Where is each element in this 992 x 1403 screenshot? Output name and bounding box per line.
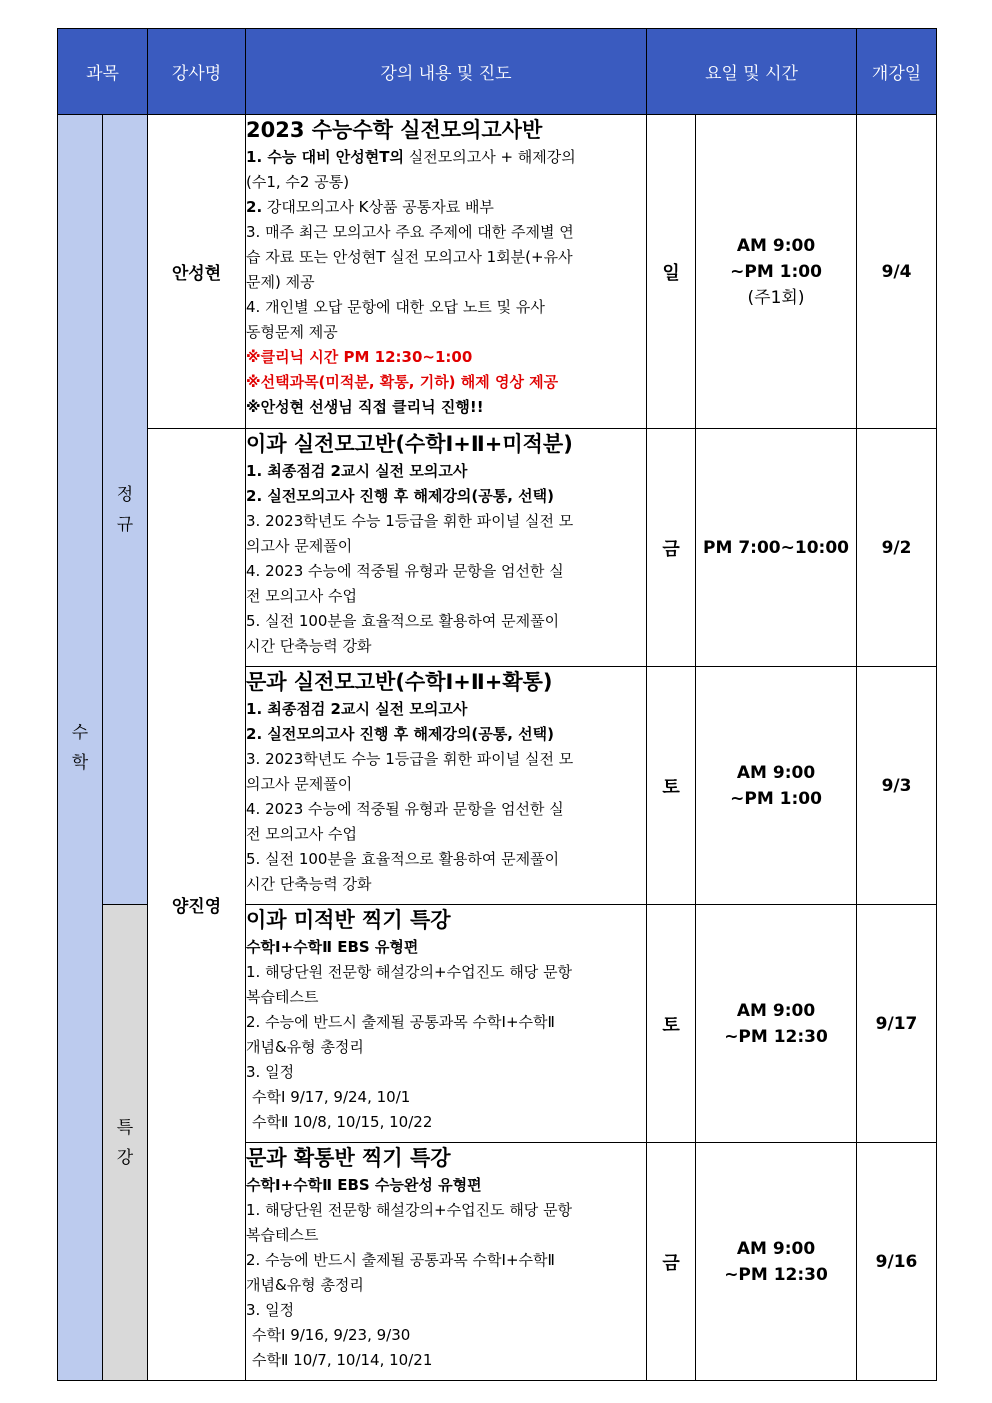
start-date-cell: 9/17 (857, 905, 937, 1143)
header-start-date: 개강일 (857, 29, 937, 115)
start-date-cell: 9/16 (857, 1143, 937, 1381)
time-cell (696, 429, 857, 667)
time-text: ~PM 12:30 (724, 1026, 828, 1047)
course-content (246, 1143, 647, 1381)
time-text: AM 9:00 (736, 1000, 816, 1021)
course-line: 3. 일정 (246, 1063, 295, 1081)
course-line: 복습테스트 (246, 1226, 319, 1244)
day-cell: 일 (647, 115, 696, 429)
course-line: 4. 2023 수능에 적중될 유형과 문항을 엄선한 실 (246, 800, 564, 818)
schedule-table (57, 28, 937, 1381)
course-line: 습 자료 또는 안성현T 실전 모의고사 1회분(+유사 (246, 248, 573, 266)
start-date-cell: 9/3 (857, 667, 937, 905)
course-line: 1. 해당단원 전문항 해설강의+수업진도 해당 문항 (246, 1201, 573, 1219)
course-row (58, 429, 937, 667)
course-line: 3. 2023학년도 수능 1등급을 휘한 파이널 실전 모 (246, 750, 574, 768)
header-row (58, 29, 937, 115)
course-line: 수학Ⅰ 9/16, 9/23, 9/30 (252, 1326, 411, 1344)
course-line: 5. 실전 100분을 효율적으로 활용하여 문제풀이 (246, 850, 560, 868)
instructor-cell: 양진영 (148, 429, 246, 1381)
course-line: 동형문제 제공 (246, 323, 338, 341)
course-content (246, 115, 647, 429)
course-line: 복습테스트 (246, 988, 319, 1006)
header-schedule: 요일 및 시간 (647, 29, 857, 115)
course-line: ※안성현 선생님 직접 클리닉 진행!! (246, 398, 484, 416)
course-line: 1. 해당단원 전문항 해설강의+수업진도 해당 문항 (246, 963, 573, 981)
course-title: 2023 수능수학 실전모의고사반 (246, 118, 543, 142)
course-content (246, 667, 647, 905)
time-text: PM 7:00~10:00 (703, 537, 849, 558)
time-note: (주1회) (747, 287, 805, 308)
time-text: AM 9:00 (736, 1238, 816, 1259)
course-line: 4. 2023 수능에 적중될 유형과 문항을 엄선한 실 (246, 562, 564, 580)
course-line: ※선택과목(미적분, 확통, 기하) 해제 영상 제공 (246, 373, 559, 391)
course-line: 1. 최종점검 2교시 실전 모의고사 (246, 700, 468, 718)
course-line: 시간 단축능력 강화 (246, 637, 372, 655)
course-line: 개념&유형 총정리 (246, 1276, 364, 1294)
time-text: ~PM 12:30 (724, 1264, 828, 1285)
category-special: 특 강 (103, 905, 148, 1381)
time-text: ~PM 1:00 (730, 261, 822, 282)
course-line: 의고사 문제풀이 (246, 775, 353, 793)
header-instructor: 강사명 (148, 29, 246, 115)
start-date-cell: 9/2 (857, 429, 937, 667)
subject-cell: 수 학 (58, 115, 103, 1381)
course-line: (수1, 수2 공통) (246, 173, 350, 191)
header-content: 강의 내용 및 진도 (246, 29, 647, 115)
course-line: 1. 수능 대비 안성현T의 실전모의고사 + 해제강의 (246, 148, 576, 166)
course-line: 2. 수능에 반드시 출제될 공통과목 수학Ⅰ+수학Ⅱ (246, 1251, 555, 1269)
course-title: 문과 확통반 찍기 특강 (246, 1146, 451, 1170)
course-line: 수학Ⅰ+수학Ⅱ EBS 유형편 (246, 938, 419, 956)
time-cell (696, 667, 857, 905)
course-content (246, 429, 647, 667)
course-line: 2. 수능에 반드시 출제될 공통과목 수학Ⅰ+수학Ⅱ (246, 1013, 555, 1031)
course-line: 3. 2023학년도 수능 1등급을 휘한 파이널 실전 모 (246, 512, 574, 530)
course-line: 수학Ⅰ+수학Ⅱ EBS 수능완성 유형편 (246, 1176, 482, 1194)
time-text: AM 9:00 (736, 762, 816, 783)
course-title: 이과 미적반 찍기 특강 (246, 908, 451, 932)
time-cell (696, 115, 857, 429)
course-line: 4. 개인별 오답 문항에 대한 오답 노트 및 유사 (246, 298, 545, 316)
course-line: 문제) 제공 (246, 273, 315, 291)
course-line: 시간 단축능력 강화 (246, 875, 372, 893)
course-line: 3. 매주 최근 모의고사 주요 주제에 대한 주제별 연 (246, 223, 574, 241)
course-line: ※클리닉 시간 PM 12:30~1:00 (246, 348, 473, 366)
course-line: 의고사 문제풀이 (246, 537, 353, 555)
course-line: 개념&유형 총정리 (246, 1038, 364, 1056)
course-line: 5. 실전 100분을 효율적으로 활용하여 문제풀이 (246, 612, 560, 630)
day-cell: 토 (647, 667, 696, 905)
day-cell: 금 (647, 1143, 696, 1381)
course-content (246, 905, 647, 1143)
header-subject: 과목 (58, 29, 148, 115)
course-line: 2. 실전모의고사 진행 후 해제강의(공통, 선택) (246, 725, 555, 743)
time-text: AM 9:00 (736, 235, 816, 256)
start-date-cell: 9/4 (857, 115, 937, 429)
day-cell: 금 (647, 429, 696, 667)
category-regular: 정 규 (103, 115, 148, 905)
course-line: 수학Ⅱ 10/7, 10/14, 10/21 (252, 1351, 433, 1369)
course-line: 수학Ⅱ 10/8, 10/15, 10/22 (252, 1113, 433, 1131)
time-cell (696, 1143, 857, 1381)
course-line: 2. 강대모의고사 K상품 공통자료 배부 (246, 198, 494, 216)
course-line: 2. 실전모의고사 진행 후 해제강의(공통, 선택) (246, 487, 555, 505)
course-line: 전 모의고사 수업 (246, 825, 357, 843)
course-line: 1. 최종점검 2교시 실전 모의고사 (246, 462, 468, 480)
time-cell (696, 905, 857, 1143)
course-line: 3. 일정 (246, 1301, 295, 1319)
time-text: ~PM 1:00 (730, 788, 822, 809)
course-row (58, 115, 937, 429)
day-cell: 토 (647, 905, 696, 1143)
course-title: 이과 실전모고반(수학Ⅰ+Ⅱ+미적분) (246, 432, 573, 456)
course-title: 문과 실전모고반(수학Ⅰ+Ⅱ+확통) (246, 670, 553, 694)
course-line: 전 모의고사 수업 (246, 587, 357, 605)
course-line: 수학Ⅰ 9/17, 9/24, 10/1 (252, 1088, 411, 1106)
instructor-cell: 안성현 (148, 115, 246, 429)
